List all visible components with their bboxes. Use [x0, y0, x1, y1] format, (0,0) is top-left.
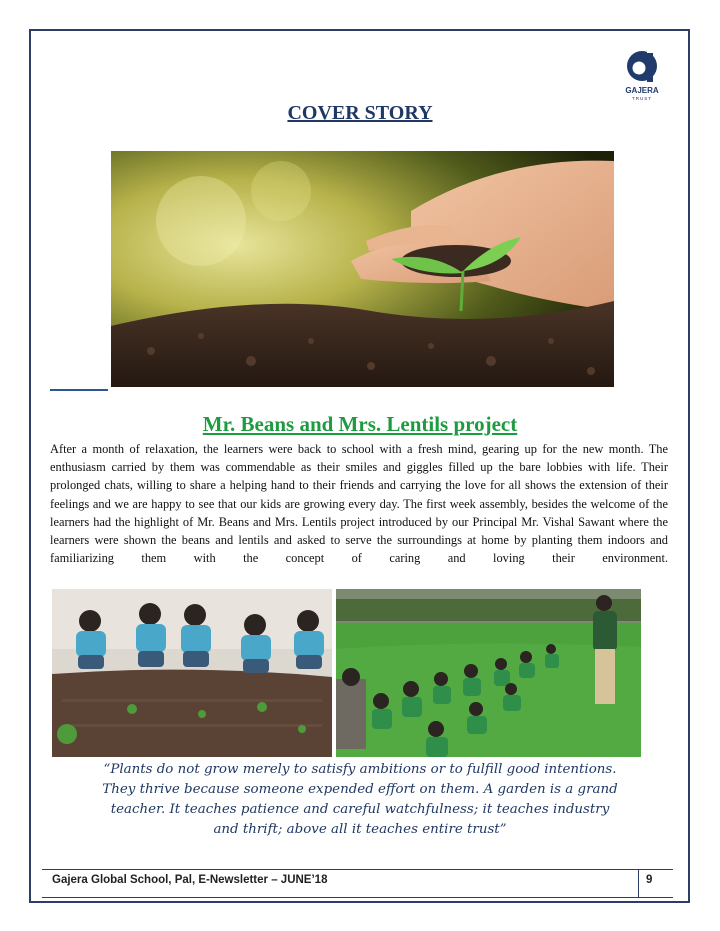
page-number: 9: [646, 874, 653, 886]
quote-line: and thrift; above all it teaches entire trust”: [213, 822, 507, 837]
photo-students-lawn: [336, 589, 641, 757]
photo-students-planting: [52, 589, 332, 757]
logo-name: GAJERA: [625, 86, 659, 95]
section-title: COVER STORY: [287, 102, 433, 124]
quote-line: teacher. It teaches patience and careful watchfulness; it teaches industry: [110, 802, 610, 817]
quote-line: “Plants do not grow merely to satisfy ambitions or to fulfill good intentions.: [103, 762, 617, 777]
article-title: Mr. Beans and Mrs. Lentils project: [202, 412, 518, 436]
footer-text: Gajera Global School, Pal, E-Newsletter – JUNE’18: [52, 874, 328, 886]
quote-block: [50, 760, 670, 840]
footer-divider: [638, 869, 639, 897]
accent-line: [50, 389, 108, 391]
article-body: After a month of relaxation, the learners were back to school with a fresh mind, gearing up for the new month. The enthusiasm carried by them was commendable as their smiles and giggles filled up the bare lobbies with life. Their prolonged chats, willing to share a helping hand to their friends and carrying the love for all shows the extension of their feelings and we are happy to see that our kids are growing every day. The first week assembly, besides the welcome of the learners had the highlight of Mr. Beans and Mrs. Lentils project introduced by our Principal Mr. Vishal Sawant where the learners were shown the beans and lentils and asked to serve the surroundings at home by planting them indoors and familiarizing them with the concept of caring and loving their environment.: [50, 442, 668, 566]
footer-rule-bottom: [42, 897, 673, 898]
hero-image: [111, 151, 614, 387]
quote-line: They thrive because someone expended effort on them. A garden is a grand: [102, 782, 618, 797]
logo-subtitle: TRUST: [632, 96, 652, 101]
footer-rule-top: [42, 869, 673, 870]
